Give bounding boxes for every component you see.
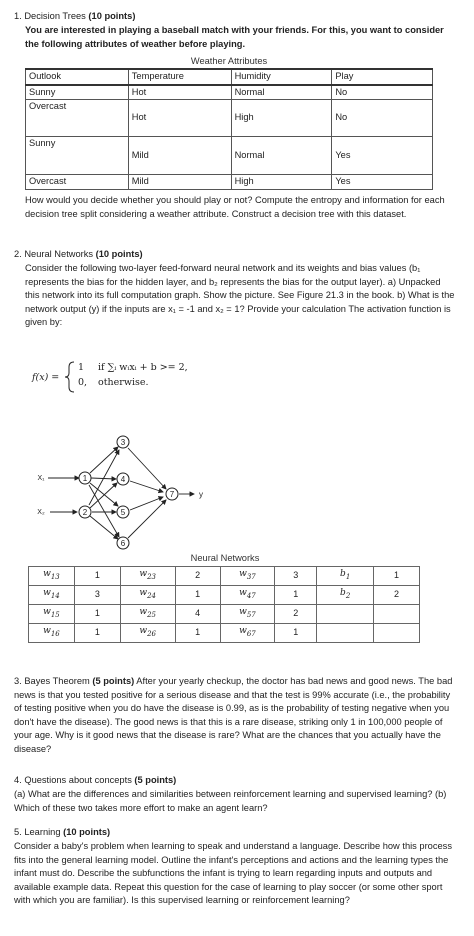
weights-row: [29, 586, 420, 605]
cell: Normal: [231, 85, 332, 100]
weight-name: $w_{14}$: [29, 586, 75, 605]
q5-heading: [14, 826, 460, 840]
bias-value: [374, 605, 420, 624]
weights-row: [29, 605, 420, 624]
cell: High: [231, 100, 332, 137]
q1-heading: [14, 10, 460, 24]
bias-name: $b_1$: [317, 567, 374, 586]
weight-name: $w_{25}$: [120, 605, 175, 624]
bias-value: [374, 624, 420, 643]
q2-heading: [14, 248, 460, 262]
node-6-label: 6: [120, 539, 126, 548]
weight-name: $w_{37}$: [220, 567, 275, 586]
weights-table: [28, 566, 420, 643]
header-play: Play: [332, 69, 433, 85]
weights-row: [29, 624, 420, 643]
bias-name: [317, 605, 374, 624]
weather-table-caption: Weather Attributes: [190, 56, 268, 66]
header-temperature: Temperature: [128, 69, 231, 85]
bias-value: 1: [374, 567, 420, 586]
weight-name: $w_{15}$: [29, 605, 75, 624]
cell: No: [332, 85, 433, 100]
weight-name: $w_{13}$: [29, 567, 75, 586]
q1-question: How would you decide whether you should play or not? Compute the entropy and information for each decision tree split considering a weather attribute. Construct a decision tree with this dataset.: [25, 195, 445, 219]
header-outlook: Outlook: [26, 69, 129, 85]
cell: Overcast: [26, 175, 129, 190]
cell: Hot: [128, 85, 231, 100]
header-humidity: Humidity: [231, 69, 332, 85]
bias-name: $b_2$: [317, 586, 374, 605]
node-4-label: 4: [120, 475, 126, 484]
q1-intro: You are interested in playing a baseball match with your friends. For this, you want to consider the following attributes of weather before playing.: [25, 25, 444, 49]
formula-case2-value: 0,: [78, 377, 88, 388]
cell: Sunny: [26, 137, 129, 175]
weight-name: $w_{16}$: [29, 624, 75, 643]
node-1-label: 1: [82, 474, 88, 483]
cell: Hot: [128, 100, 231, 137]
weather-table-header: [26, 69, 433, 85]
q5-points: (10 points): [63, 827, 111, 837]
cell: Mild: [128, 137, 231, 175]
q3-points: (5 points): [92, 676, 135, 686]
q5-title: 5. Learning: [14, 827, 64, 837]
weight-value: 1: [74, 624, 120, 643]
neural-network-diagram: [28, 432, 218, 554]
weight-value: 1: [275, 586, 317, 605]
weather-row: [26, 100, 433, 137]
q4-title: 4. Questions about concepts: [14, 775, 135, 785]
edge-3-7: [128, 448, 166, 489]
weight-value: 1: [74, 567, 120, 586]
edge-2-3: [89, 450, 119, 505]
nn-table-caption: Neural Networks: [190, 553, 260, 563]
formula-case2-condition: otherwise.: [98, 377, 149, 388]
weight-name: $w_{24}$: [120, 586, 175, 605]
formula-case1-value: 1: [78, 362, 85, 373]
left-brace: [64, 361, 76, 393]
cell: Sunny: [26, 85, 129, 100]
weight-name: $w_{57}$: [220, 605, 275, 624]
cell: Yes: [332, 175, 433, 190]
weight-name: $w_{67}$: [220, 624, 275, 643]
input-x1-label: X₁: [37, 475, 45, 482]
node-2-label: 2: [82, 508, 88, 517]
weight-value: 2: [175, 567, 220, 586]
q2-body: Consider the following two-layer feed-forward neural network and its weights and bias values (b₁ represents the bias for the hidden layer, and b₂ represents the bias for the output layer). a) Unpacked this network into its full computation graph. Show the picture. See Figure 21.3 in the book. b) What is the network output (y) if the inputs are x₁ = -1 and x₂ = 1? Provide your calculation The activation function is given by:: [25, 263, 455, 328]
bias-name: [317, 624, 374, 643]
node-5-label: 5: [120, 508, 126, 517]
q1-points: (10 points): [88, 11, 136, 21]
output-y-label: y: [199, 490, 203, 499]
edge-6-7: [128, 500, 166, 538]
q3-body: After your yearly checkup, the doctor has bad news and good news. The bad news is that you tested positive for a serious disease and that the test is 99% accurate (i.e., the probability of testing positive when you do have the disease is 0.99, as is the probability of testing negative when you don't have the disease). The good news is that this is a rare disease, striking only 1 in 100,000 people of your age. Why is it good news that the disease is rare? What are the chances that you actually have the disease?: [14, 676, 453, 754]
cell: High: [231, 175, 332, 190]
weight-value: 4: [175, 605, 220, 624]
q2-title: 2. Neural Networks: [14, 249, 96, 259]
q4-heading: [14, 774, 460, 788]
weather-row: [26, 175, 433, 190]
q4-body: (a) What are the differences and similarities between reinforcement learning and supervised learning? (b) Which of these two takes more effort to make an agent learn?: [14, 789, 447, 813]
formula-case1-condition: if ∑ᵢ wᵢxᵢ + b >= 2,: [98, 362, 188, 373]
weather-table: [25, 68, 433, 190]
weight-value: 2: [275, 605, 317, 624]
weight-value: 1: [74, 605, 120, 624]
q3-block: [14, 675, 460, 757]
node-7-label: 7: [169, 490, 175, 499]
q5-body: Consider a baby's problem when learning to speak and understand a language. Describe how this process fits into the general learning model. Outline the infant's perceptions and actions and the learning types the infant must do. Describe the subfunctions the infant is trying to learn regarding inputs and outputs and available example data. Repeat this question for the case of learning to play soccer (or some other sport with which you are familiar). Is this supervised learning or reinforcement learning?: [14, 841, 452, 906]
input-x2-label: X₂: [37, 509, 45, 516]
weight-name: $w_{47}$: [220, 586, 275, 605]
q1-title: 1. Decision Trees: [14, 11, 89, 21]
formula-lhs: f(x) =: [32, 372, 60, 383]
cell: No: [332, 100, 433, 137]
weight-value: 3: [74, 586, 120, 605]
q3-title: 3. Bayes Theorem: [14, 676, 93, 686]
weight-value: 1: [275, 624, 317, 643]
weight-value: 1: [175, 586, 220, 605]
weight-name: $w_{23}$: [120, 567, 175, 586]
cell: Normal: [231, 137, 332, 175]
weather-row: [26, 137, 433, 175]
edge-1-6: [89, 485, 119, 537]
node-3-label: 3: [120, 438, 126, 447]
weight-value: 1: [175, 624, 220, 643]
bias-value: 2: [374, 586, 420, 605]
edge-4-7: [130, 481, 163, 492]
cell: Mild: [128, 175, 231, 190]
weather-row: [26, 85, 433, 100]
cell: Overcast: [26, 100, 129, 137]
q2-points: (10 points): [95, 249, 143, 259]
weight-value: 3: [275, 567, 317, 586]
weight-name: $w_{26}$: [120, 624, 175, 643]
weights-row: [29, 567, 420, 586]
q4-points: (5 points): [134, 775, 177, 785]
cell: Yes: [332, 137, 433, 175]
